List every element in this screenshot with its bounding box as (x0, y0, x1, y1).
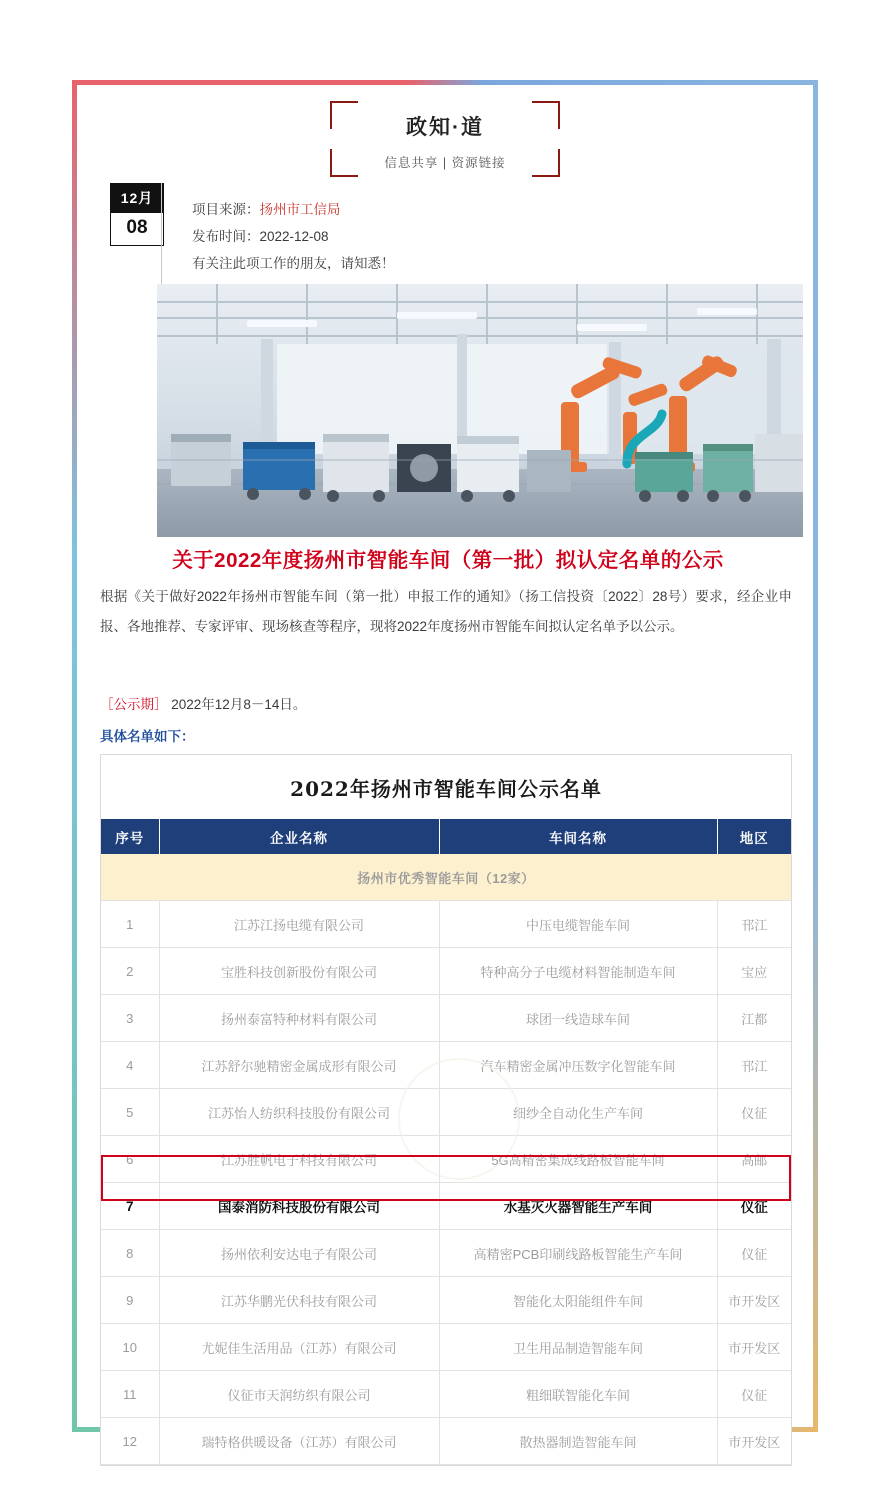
meta-source-value: 扬州市工信局 (259, 202, 341, 217)
cell-workshop: 中压电缆智能车间 (439, 901, 717, 948)
hero-image (157, 284, 803, 537)
meta-source-line (192, 196, 712, 223)
meta-publish-value: 2022-12-08 (259, 229, 329, 244)
cell-no: 5 (101, 1089, 159, 1136)
notice-period-text: 2022年12月8－14日。 (171, 697, 307, 712)
cell-no: 12 (101, 1418, 159, 1465)
cell-workshop: 球团一线造球车间 (439, 995, 717, 1042)
cell-no: 6 (101, 1136, 159, 1183)
meta-publish-label: 发布时间： (192, 229, 260, 244)
meta-note: 有关注此项工作的朋友，请知悉！ (192, 256, 395, 271)
cell-workshop: 高精密PCB印刷线路板智能生产车间 (439, 1230, 717, 1277)
cell-no: 10 (101, 1324, 159, 1371)
frame-border-left (72, 80, 77, 1432)
corner-top-right-icon (532, 101, 560, 129)
table-row (101, 995, 791, 1042)
cell-area: 江都 (717, 995, 791, 1042)
corner-bottom-right-icon (532, 149, 560, 177)
cell-company: 国泰消防科技股份有限公司 (159, 1183, 439, 1230)
notice-period-tag: ［公示期］ (100, 697, 168, 712)
cell-company: 江苏怡人纺织科技股份有限公司 (159, 1089, 439, 1136)
table-row (101, 1089, 791, 1136)
brand-header (330, 95, 560, 171)
table-row (101, 901, 791, 948)
table-row (101, 1042, 791, 1089)
table-section-label: 扬州市优秀智能车间（12家） (101, 854, 791, 901)
cell-area: 邗江 (717, 1042, 791, 1089)
cell-no: 8 (101, 1230, 159, 1277)
brand-subtitle: 信息共享 | 资源链接 (384, 156, 506, 170)
cell-company: 宝胜科技创新股份有限公司 (159, 948, 439, 995)
cell-area: 仪征 (717, 1371, 791, 1418)
corner-bottom-left-icon (330, 149, 358, 177)
cell-no: 11 (101, 1371, 159, 1418)
cell-no: 1 (101, 901, 159, 948)
cell-company: 尤妮佳生活用品（江苏）有限公司 (159, 1324, 439, 1371)
cell-workshop: 汽车精密金属冲压数字化智能车间 (439, 1042, 717, 1089)
column-header-area: 地区 (717, 819, 791, 854)
listing-table (101, 819, 791, 1465)
cell-no: 9 (101, 1277, 159, 1324)
cell-area: 宝应 (717, 948, 791, 995)
table-title: 2022年扬州市智能车间公示名单 (101, 755, 791, 819)
notice-period (100, 693, 306, 713)
cell-area: 市开发区 (717, 1324, 791, 1371)
cell-workshop: 特种高分子电缆材料智能制造车间 (439, 948, 717, 995)
cell-company: 扬州依利安达电子有限公司 (159, 1230, 439, 1277)
cell-company: 仪征市天润纺织有限公司 (159, 1371, 439, 1418)
cell-no: 2 (101, 948, 159, 995)
cell-area: 仪征 (717, 1089, 791, 1136)
cell-area: 邗江 (717, 901, 791, 948)
body-paragraph: 根据《关于做好2022年扬州市智能车间（第一批）申报工作的通知》（扬工信投资〔2022〕28号）要求，经企业申报、各地推荐、专家评审、现场核查等程序，现将2022年度扬州市智能车间拟认定名单予以公示。 (100, 589, 792, 634)
cell-no: 4 (101, 1042, 159, 1089)
corner-top-left-icon (330, 101, 358, 129)
date-badge-month: 12月 (111, 184, 163, 213)
page-title: 关于2022年度扬州市智能车间（第一批）拟认定名单的公示 (172, 549, 724, 572)
cell-area: 高邮 (717, 1136, 791, 1183)
table-section-row (101, 854, 791, 901)
frame-border-right (813, 80, 818, 1432)
date-badge (110, 183, 164, 246)
cell-company: 江苏华鹏光伏科技有限公司 (159, 1277, 439, 1324)
cell-area: 市开发区 (717, 1418, 791, 1465)
table-row (101, 1418, 791, 1465)
cell-workshop: 散热器制造智能车间 (439, 1418, 717, 1465)
listing-table-container (100, 754, 792, 1466)
column-header-company: 企业名称 (159, 819, 439, 854)
meta-source-label: 项目来源： (192, 202, 260, 217)
table-header-row (101, 819, 791, 854)
cell-area: 仪征 (717, 1230, 791, 1277)
cell-workshop: 5G高精密集成线路板智能车间 (439, 1136, 717, 1183)
cell-no: 3 (101, 995, 159, 1042)
cell-workshop: 水基灭火器智能生产车间 (439, 1183, 717, 1230)
cell-area: 仪征 (717, 1183, 791, 1230)
cell-workshop: 细纱全自动化生产车间 (439, 1089, 717, 1136)
factory-illustration (157, 284, 803, 537)
list-label: 具体名单如下： (100, 729, 195, 744)
cell-workshop: 粗细联智能化车间 (439, 1371, 717, 1418)
cell-no: 7 (101, 1183, 159, 1230)
cell-company: 江苏江扬电缆有限公司 (159, 901, 439, 948)
cell-workshop: 卫生用品制造智能车间 (439, 1324, 717, 1371)
table-row (101, 1371, 791, 1418)
table-row-highlighted (101, 1183, 791, 1230)
article-meta (192, 196, 712, 277)
cell-company: 江苏舒尔驰精密金属成形有限公司 (159, 1042, 439, 1089)
timeline-divider (161, 183, 162, 288)
table-row (101, 1230, 791, 1277)
table-row (101, 1136, 791, 1183)
column-header-workshop: 车间名称 (439, 819, 717, 854)
table-row (101, 948, 791, 995)
date-badge-day: 08 (126, 217, 148, 238)
cell-company: 江苏胜帆电子科技有限公司 (159, 1136, 439, 1183)
table-row (101, 1324, 791, 1371)
meta-publish-line (192, 223, 712, 250)
frame-border-top (72, 80, 818, 85)
brand-title: 政知·道 (406, 116, 484, 139)
cell-company: 瑞特格供暖设备（江苏）有限公司 (159, 1418, 439, 1465)
cell-company: 扬州泰富特种材料有限公司 (159, 995, 439, 1042)
column-header-no: 序号 (101, 819, 159, 854)
cell-area: 市开发区 (717, 1277, 791, 1324)
table-row (101, 1277, 791, 1324)
cell-workshop: 智能化太阳能组件车间 (439, 1277, 717, 1324)
